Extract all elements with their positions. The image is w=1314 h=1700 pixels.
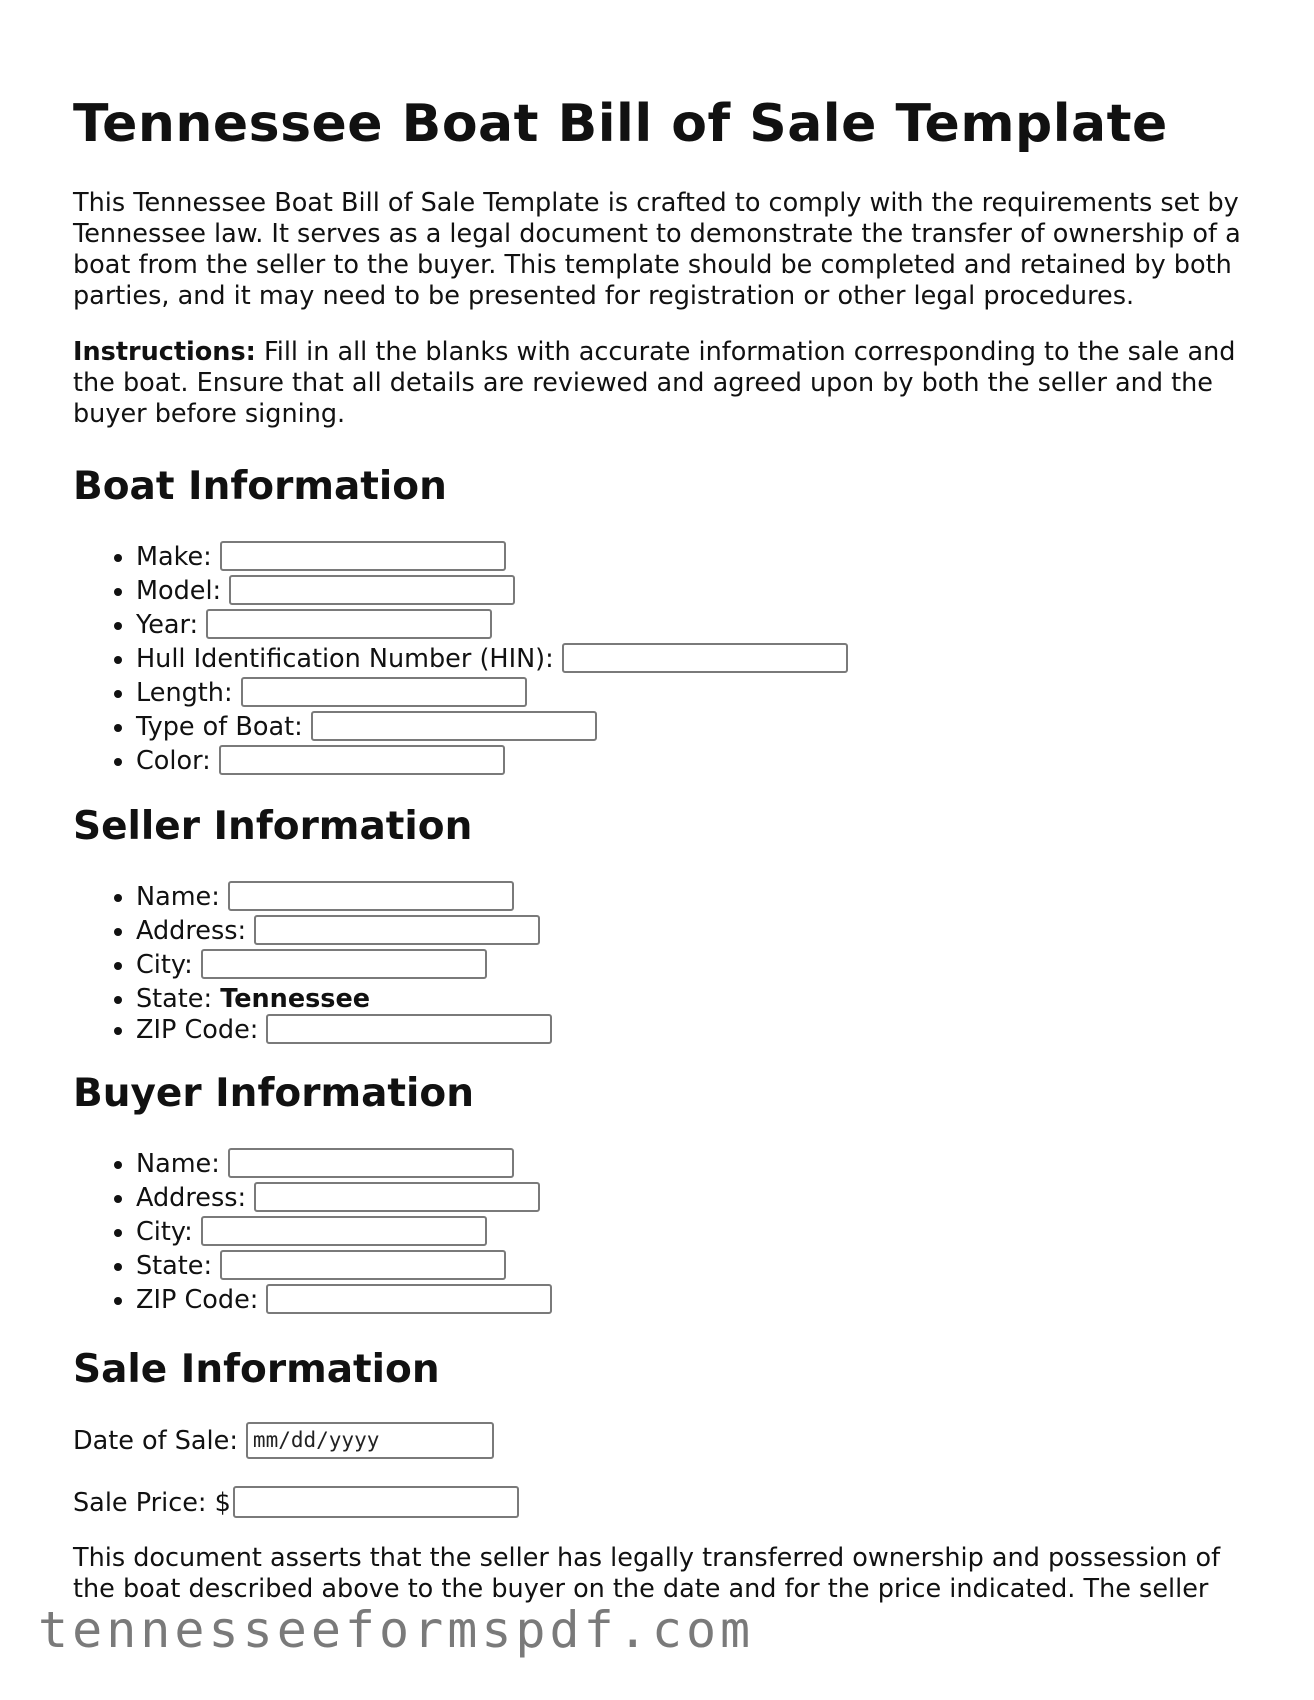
length-input[interactable] bbox=[241, 677, 527, 707]
list-item bbox=[136, 1249, 1253, 1283]
date-of-sale-label: Date of Sale: bbox=[73, 1426, 238, 1456]
list-item bbox=[136, 880, 1253, 914]
sale-price-row bbox=[73, 1483, 1253, 1523]
sale-price-label: Sale Price: $ bbox=[73, 1488, 231, 1518]
buyer-section-heading: Buyer Information bbox=[73, 1071, 474, 1116]
list-item bbox=[136, 1215, 1253, 1249]
seller-zip-label: ZIP Code: bbox=[136, 1015, 259, 1045]
list-item bbox=[136, 574, 1253, 608]
list-item bbox=[136, 914, 1253, 948]
intro-paragraph: This Tennessee Boat Bill of Sale Template is crafted to comply with the requirements set by Tennessee law. It serves as a legal document to demonstrate the transfer of ownership of a boat from the seller to the buyer. This template should be completed and retained by both parties, and it may need to be presented for registration or other legal procedures. bbox=[73, 188, 1241, 311]
boat-type-label: Type of Boat: bbox=[136, 712, 303, 742]
buyer-state-input[interactable] bbox=[220, 1250, 506, 1280]
buyer-address-input[interactable] bbox=[254, 1182, 540, 1212]
seller-zip-input[interactable] bbox=[266, 1014, 552, 1044]
seller-name-label: Name: bbox=[136, 882, 220, 912]
seller-city-input[interactable] bbox=[201, 949, 487, 979]
boat-type-input[interactable] bbox=[311, 711, 597, 741]
document-page bbox=[73, 0, 1253, 1605]
seller-address-label: Address: bbox=[136, 916, 247, 946]
seller-city-label: City: bbox=[136, 950, 193, 980]
length-label: Length: bbox=[136, 678, 233, 708]
seller-state-label: State: bbox=[136, 984, 213, 1014]
color-input[interactable] bbox=[219, 745, 505, 775]
list-item bbox=[136, 982, 1253, 1013]
sale-section-heading: Sale Information bbox=[73, 1347, 440, 1392]
list-item bbox=[136, 710, 1253, 744]
list-item bbox=[136, 1181, 1253, 1215]
date-of-sale-row bbox=[73, 1421, 1253, 1461]
make-label: Make: bbox=[136, 542, 212, 572]
seller-field-list bbox=[73, 880, 1253, 1047]
seller-address-input[interactable] bbox=[254, 915, 540, 945]
buyer-state-label: State: bbox=[136, 1251, 213, 1281]
list-item bbox=[136, 1147, 1253, 1181]
buyer-zip-label: ZIP Code: bbox=[136, 1285, 259, 1315]
buyer-address-label: Address: bbox=[136, 1183, 247, 1213]
seller-state-value: Tennessee bbox=[220, 984, 371, 1014]
sale-price-input[interactable] bbox=[233, 1486, 519, 1518]
seller-name-input[interactable] bbox=[228, 881, 514, 911]
sale-statement-paragraph: This document asserts that the seller has legally transferred ownership and possession of the boat described above to the buyer on the date and for the price indicated. The seller bbox=[73, 1543, 1221, 1604]
instructions-label: Instructions: bbox=[73, 337, 256, 367]
list-item bbox=[136, 540, 1253, 574]
boat-field-list bbox=[73, 540, 1253, 778]
year-input[interactable] bbox=[206, 609, 492, 639]
model-label: Model: bbox=[136, 576, 222, 606]
year-label: Year: bbox=[136, 610, 199, 640]
make-input[interactable] bbox=[220, 541, 506, 571]
seller-section-heading: Seller Information bbox=[73, 804, 473, 849]
buyer-city-input[interactable] bbox=[201, 1216, 487, 1246]
model-input[interactable] bbox=[229, 575, 515, 605]
list-item bbox=[136, 642, 1253, 676]
buyer-field-list bbox=[73, 1147, 1253, 1317]
hin-input[interactable] bbox=[562, 643, 848, 673]
list-item bbox=[136, 1013, 1253, 1047]
date-of-sale-input[interactable]: mm/dd/yyyy bbox=[246, 1422, 494, 1459]
boat-section-heading: Boat Information bbox=[73, 464, 447, 509]
list-item bbox=[136, 608, 1253, 642]
list-item bbox=[136, 744, 1253, 778]
buyer-name-input[interactable] bbox=[228, 1148, 514, 1178]
instructions-text: Fill in all the blanks with accurate information corresponding to the sale and the boat. Ensure that all details are reviewed and agreed upon by both the seller and the buyer before signing. bbox=[73, 337, 1236, 429]
color-label: Color: bbox=[136, 746, 211, 776]
hin-label: Hull Identification Number (HIN): bbox=[136, 644, 554, 674]
watermark: tennesseeformspdf.com bbox=[38, 1601, 755, 1659]
list-item bbox=[136, 676, 1253, 710]
buyer-zip-input[interactable] bbox=[266, 1284, 552, 1314]
list-item bbox=[136, 948, 1253, 982]
buyer-city-label: City: bbox=[136, 1217, 193, 1247]
list-item bbox=[136, 1283, 1253, 1317]
buyer-name-label: Name: bbox=[136, 1149, 220, 1179]
instructions-paragraph bbox=[73, 337, 1253, 430]
page-title: Tennessee Boat Bill of Sale Template bbox=[73, 94, 1168, 154]
